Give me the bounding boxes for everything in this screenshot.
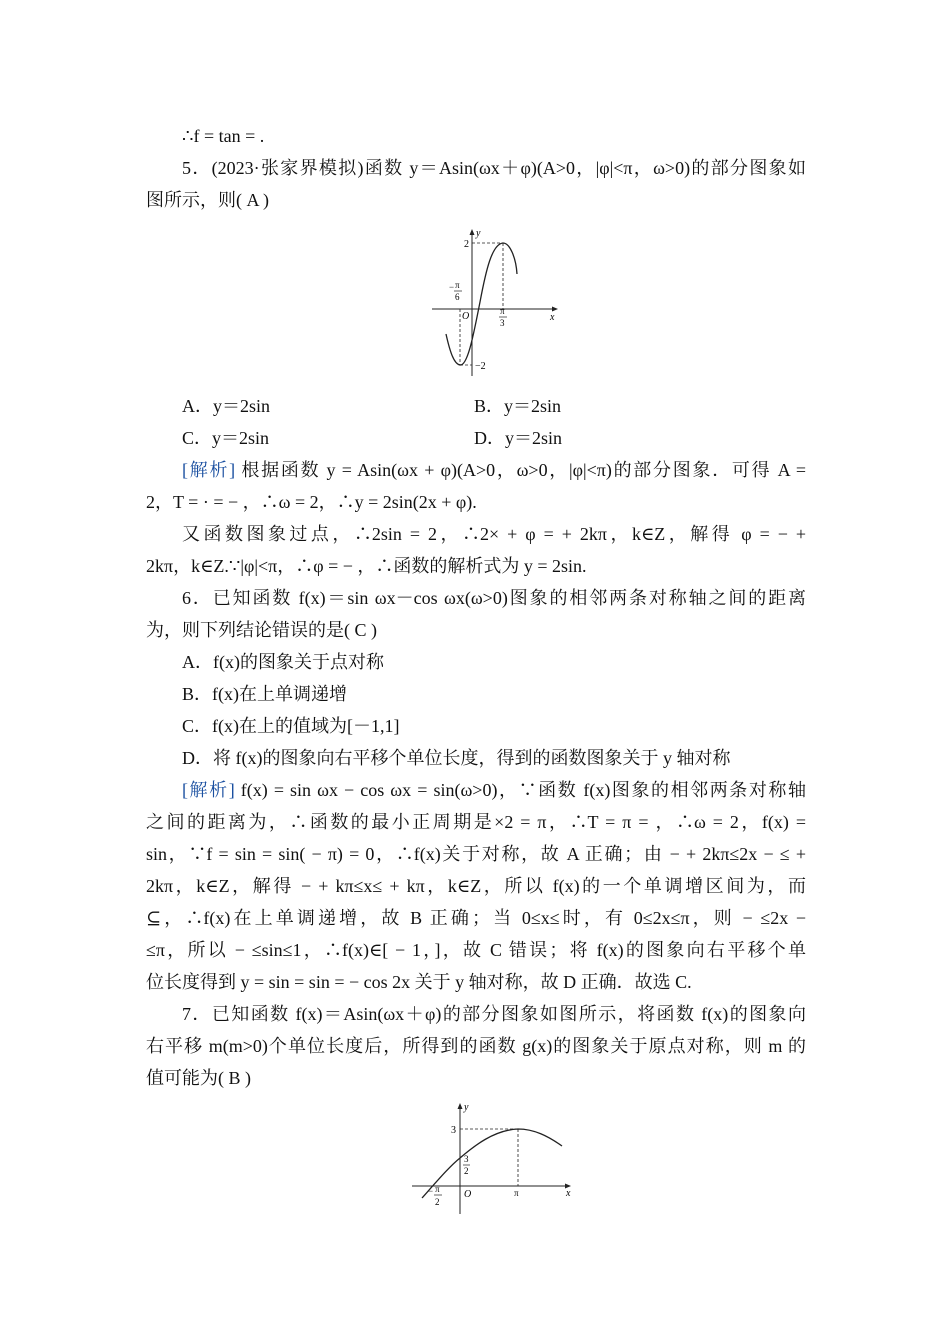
formula-line-tan: ∴f = tan = . — [182, 126, 265, 146]
q6-option-c: C．f(x)在上的值域为[－1,1] — [182, 716, 400, 736]
right-tick-num: π — [500, 306, 505, 316]
y-label: y — [476, 228, 481, 239]
q6-solution-line-2: 之间的距离为，∴函数的最小正周期是×2 = π，∴T = π = ，∴ω = 2，f(x) = — [146, 812, 806, 832]
q6-solution-text-1: f(x) = sin ωx − cos ωx = sin(ω>0)，∵函数 f(x)图象的相邻两条对称轴 — [234, 780, 806, 800]
origin-label: O — [462, 311, 470, 322]
max-label: 3 — [451, 1125, 456, 1136]
question-7-stem: 7．已知函数 f(x)＝Asin(ωx＋φ)的部分图象如图所示，将函数 f(x)的图象向 — [182, 1004, 806, 1024]
y-label: y — [464, 1102, 469, 1113]
q5-solution-line-1 — [182, 458, 806, 482]
max-label: 2 — [464, 239, 469, 250]
q5-option-b: B．y＝2sin — [474, 396, 562, 416]
question-7-stem-end: 值可能为( B ) — [146, 1068, 251, 1088]
left-tick-sign: − — [449, 282, 455, 292]
sine-curve — [422, 1129, 562, 1198]
mid-tick-den: 2 — [464, 1166, 469, 1176]
question-7-stem-cont: 右平移 m(m>0)个单位长度后，所得到的函数 g(x)的图象关于原点对称，则 m 的 — [146, 1036, 806, 1056]
q6-solution-line-5: ⊆，∴f(x)在上单调递增，故 B 正确；当 0≤x≤时，有 0≤2x≤π，则 − ≤2x − — [146, 908, 806, 928]
q6-solution-line-7: 位长度得到 y = sin = sin = − cos 2x 关于 y 轴对称，故 D 正确．故选 C. — [146, 972, 692, 992]
q5-option-a: A．y＝2sin — [182, 396, 271, 416]
sine-graph-q5 — [428, 222, 568, 382]
q6-solution-line-4: 2kπ，k∈Z，解得 − + kπ≤x≤ + kπ，k∈Z，所以 f(x)的一个单调增区间为，而 — [146, 876, 806, 896]
right-tick-label: π — [514, 1188, 519, 1198]
q5-option-c: C．y＝2sin — [182, 428, 270, 448]
question-5-stem: 5．(2023·张家界模拟)函数 y＝Asin(ωx＋φ)(A>0，|φ|<π，ω>0)的部分图象如 — [182, 158, 806, 178]
origin-label: O — [464, 1189, 472, 1200]
q6-solution-line-3: sin，∵f = sin = sin( − π) = 0，∴f(x)关于对称，故 A 正确；由 − + 2kπ≤2x − ≤ + — [146, 844, 806, 864]
q5-solution-line-3: 又函数图象过点，∴2sin = 2，∴2× + φ = + 2kπ，k∈Z，解得 φ = − + — [182, 524, 806, 544]
q6-solution-line-1 — [182, 778, 806, 802]
left-tick-den: 2 — [435, 1197, 440, 1207]
left-tick-num: π — [455, 280, 460, 290]
x-label: x — [566, 1188, 571, 1199]
question-5-stem-cont: 图所示，则( A ) — [146, 190, 269, 210]
x-label: x — [550, 312, 555, 323]
sine-graph-q7 — [408, 1098, 580, 1218]
q6-option-a: A．f(x)的图象关于点对称 — [182, 652, 384, 672]
left-tick-den: 6 — [455, 292, 460, 302]
question-6-stem-cont: 为，则下列结论错误的是( C ) — [146, 620, 377, 640]
q5-solution-line-2: 2，T = · = − ，∴ω = 2，∴y = 2sin(2x + φ). — [146, 492, 477, 512]
q6-option-b: B．f(x)在上单调递增 — [182, 684, 347, 704]
mid-tick-num: 3 — [464, 1154, 469, 1164]
y-axis-arrow — [458, 1103, 463, 1109]
left-tick-sign: − — [428, 1186, 434, 1196]
y-axis-arrow — [470, 229, 475, 235]
q6-solution-line-6: ≤π，所以 − ≤sin≤1，∴f(x)∈[ − 1，]，故 C 错误；将 f(x)的图象向右平移个单 — [146, 940, 806, 960]
question-6-stem: 6．已知函数 f(x)＝sin ωx－cos ωx(ω>0)图象的相邻两条对称轴之间的距离 — [182, 588, 806, 608]
x-axis-arrow — [552, 307, 558, 312]
q5-solution-line-4: 2kπ，k∈Z.∵|φ|<π，∴φ = − ，∴函数的解析式为 y = 2sin. — [146, 556, 587, 576]
min-label: −2 — [475, 361, 486, 372]
q5-solution-text-1: 根据函数 y = Asin(ωx + φ)(A>0，ω>0，|φ|<π)的部分图象．可得 A = — [235, 460, 806, 480]
q6-option-d: D．将 f(x)的图象向右平移个单位长度，得到的函数图象关于 y 轴对称 — [182, 748, 731, 768]
q5-option-d: D．y＝2sin — [474, 428, 563, 448]
analysis-label-2: [解析] — [182, 780, 235, 800]
sine-curve — [446, 243, 517, 365]
right-tick-den: 3 — [500, 318, 505, 328]
left-tick-num: π — [435, 1184, 440, 1194]
analysis-label: [解析] — [182, 460, 236, 480]
